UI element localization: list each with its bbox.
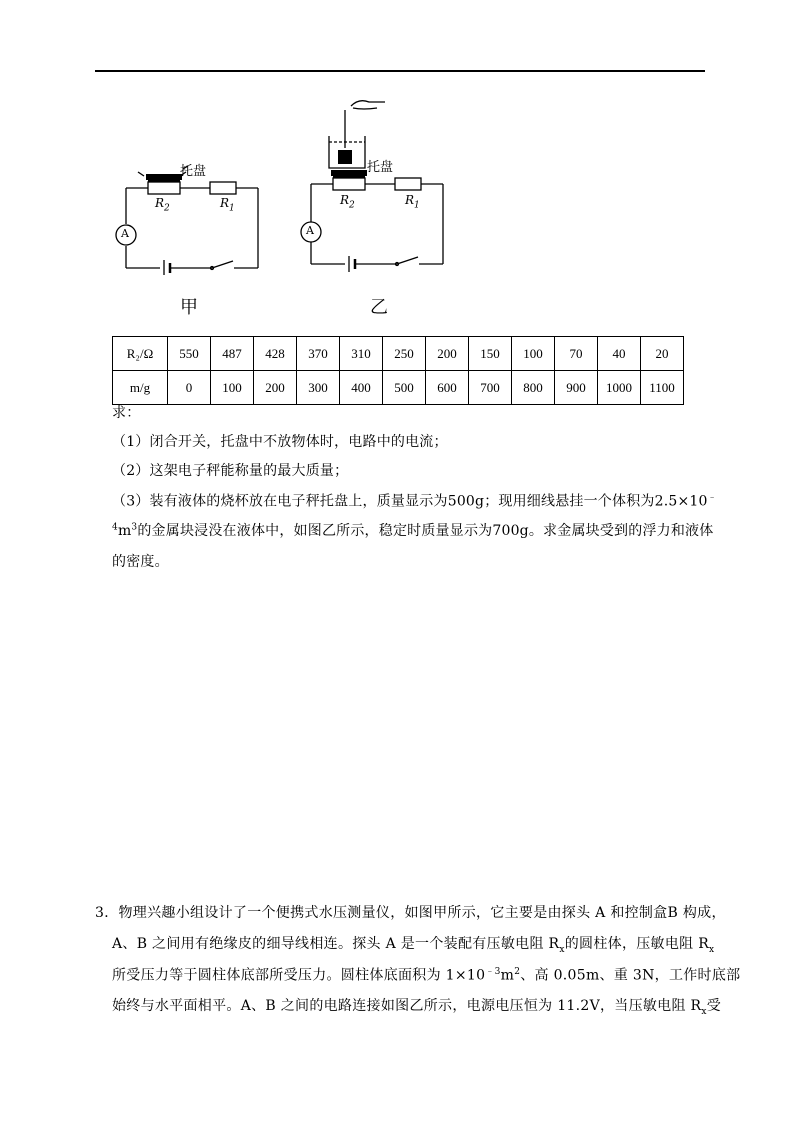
- r1-label-jia: [220, 196, 235, 213]
- r1-label-yi: [405, 193, 420, 210]
- table-cell: 0: [168, 371, 211, 405]
- table-row: [113, 337, 684, 371]
- table-cell: 370: [297, 337, 340, 371]
- circuit-figure-jia: [108, 160, 268, 275]
- problem-3-line-4: [112, 995, 721, 1017]
- table-cell: 70: [555, 337, 598, 371]
- question-prompt: 求：: [112, 405, 141, 421]
- question-part-1: （1）闭合开关，托盘中不放物体时，电路中的电流；: [112, 434, 448, 450]
- r2-symbol-yi: R: [340, 193, 350, 207]
- table-cell: 100: [211, 371, 254, 405]
- subscript-x: x: [559, 944, 565, 955]
- table-cell: 550: [168, 337, 211, 371]
- resistance-mass-table: [112, 336, 684, 405]
- table-cell: 800: [512, 371, 555, 405]
- exponent-digit: 4: [112, 522, 118, 533]
- table-cell: 200: [426, 337, 469, 371]
- table-cell: 1100: [641, 371, 684, 405]
- unit-exponent: 3: [131, 522, 138, 533]
- r2-symbol-jia: R: [155, 196, 165, 210]
- table-cell: 600: [426, 371, 469, 405]
- problem-3-text: 、高 0.05m、重 3N，工作时底部: [520, 967, 741, 984]
- r1-symbol-yi: R: [405, 193, 415, 207]
- r1-subscript-yi: 1: [414, 200, 420, 211]
- tray-label-jia: 托盘: [180, 164, 207, 179]
- subscript-x: x: [701, 1006, 707, 1017]
- tray-label-yi: 托盘: [367, 160, 394, 175]
- table-header-cell: m/g: [113, 371, 168, 405]
- table-cell: 900: [555, 371, 598, 405]
- volume-unit: m: [117, 523, 132, 539]
- subscript-x: x: [709, 944, 715, 955]
- problem-3-text: 所受压力等于圆柱体底部所受压力。圆柱体底面积为 1×10: [112, 967, 486, 984]
- question-part-3-line-1: [112, 490, 717, 511]
- problem-3-line-2: [112, 933, 714, 955]
- table-cell: 100: [512, 337, 555, 371]
- ammeter-label-yi: A: [306, 224, 314, 237]
- figure-label-jia: 甲: [180, 297, 198, 318]
- table-cell: 1000: [598, 371, 641, 405]
- r2-subscript-jia: 2: [164, 203, 170, 214]
- r2-subscript-yi: 2: [349, 200, 355, 211]
- r2-label-yi: [340, 193, 355, 210]
- table-cell: 310: [340, 337, 383, 371]
- table-cell: 500: [383, 371, 426, 405]
- problem-3-text: 受: [706, 998, 722, 1014]
- question-part-2: （2）这架电子秤能称量的最大质量；: [112, 463, 349, 479]
- question-part-3-line-3: 的密度。: [112, 554, 169, 570]
- r1-subscript-jia: 1: [229, 203, 235, 214]
- table-cell: 150: [469, 337, 512, 371]
- question-part-3-line-2: [112, 520, 713, 540]
- question-part-3-continued: 的金属块浸没在液体中，如图乙所示，稳定时质量显示为700g。求金属块受到的浮力和液体: [137, 523, 714, 539]
- table-cell: 200: [254, 371, 297, 405]
- table-cell: 400: [340, 371, 383, 405]
- table-cell: 300: [297, 371, 340, 405]
- table-cell: 487: [211, 337, 254, 371]
- problem-3-text: A、B 之间用有绝缘皮的细导线相连。探头 A 是一个装配有压敏电阻 R: [112, 936, 560, 952]
- table-cell: 20: [641, 337, 684, 371]
- ammeter-label-jia: A: [121, 227, 129, 240]
- problem-3-text: 始终与水平面相平。A、B 之间的电路连接如图乙所示，电源电压恒为 11.2V，当压敏电阻 R: [112, 998, 702, 1014]
- problem-3-line-3: [112, 964, 740, 985]
- exponent-sign: ﹣: [707, 493, 717, 503]
- table-cell: 40: [598, 337, 641, 371]
- problem-3-line-1: 3．物理兴趣小组设计了一个便携式水压测量仪，如图甲所示，它主要是由探头 A 和控制盒B 构成，: [95, 905, 726, 921]
- r2-label-jia: [155, 196, 170, 213]
- figure-label-yi: 乙: [370, 297, 388, 318]
- r1-symbol-jia: R: [220, 196, 230, 210]
- area-unit: m: [500, 967, 515, 984]
- exponent: ﹣3: [485, 967, 501, 977]
- table-row: [113, 371, 684, 405]
- circuit-diagram-yi: [293, 96, 453, 274]
- circuit-figure-yi: [293, 96, 453, 274]
- unit-exponent: 2: [514, 967, 521, 977]
- header-rule: [95, 70, 705, 72]
- table-cell: 250: [383, 337, 426, 371]
- problem-3-text: 的圆柱体，压敏电阻 R: [564, 936, 710, 952]
- question-part-3-text: （3）装有液体的烧杯放在电子秤托盘上，质量显示为500g；现用细线悬挂一个体积为2.5×10: [112, 493, 708, 510]
- table-cell: 428: [254, 337, 297, 371]
- table-cell: 700: [469, 371, 512, 405]
- table-header-cell: R₂/Ω: [113, 337, 168, 371]
